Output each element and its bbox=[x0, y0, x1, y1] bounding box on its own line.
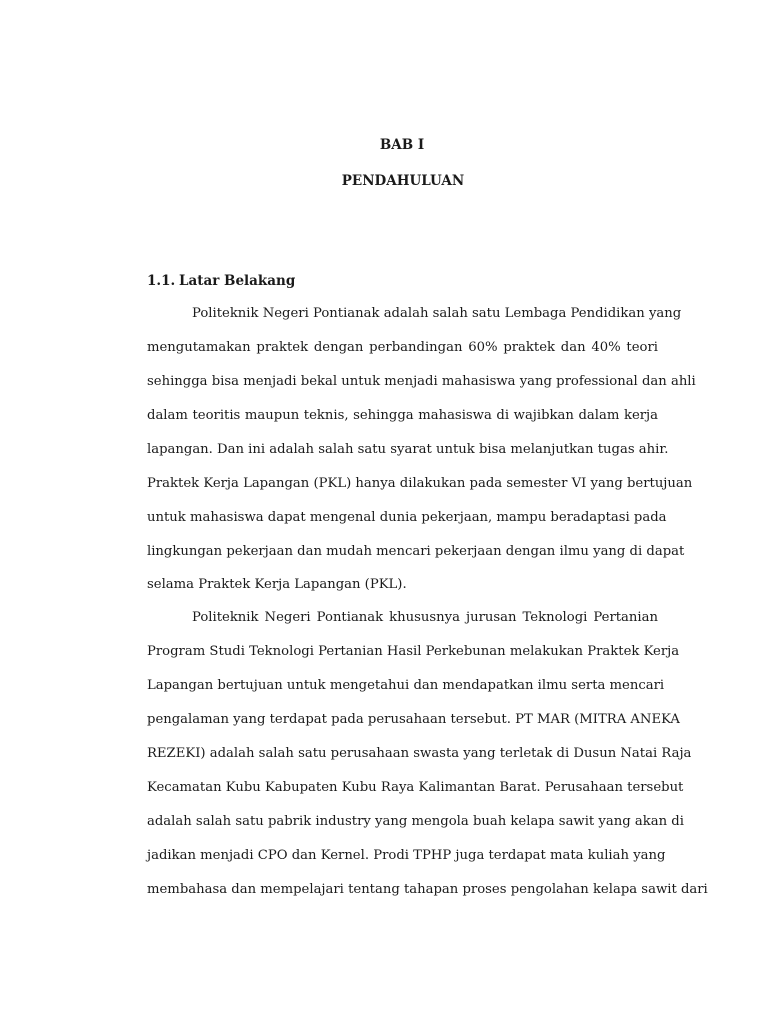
body-line: Program Studi Teknologi Pertanian Hasil Perkebunan melakukan Praktek Kerja bbox=[147, 644, 680, 659]
body-line: Politeknik Negeri Pontianak khususnya jurusan Teknologi Pertanian bbox=[192, 610, 658, 625]
body-line: selama Praktek Kerja Lapangan (PKL). bbox=[147, 577, 407, 592]
body-line: membahasa dan mempelajari tentang tahapan proses pengolahan kelapa sawit dari bbox=[147, 882, 708, 897]
section-heading bbox=[147, 273, 295, 289]
body-line: jadikan menjadi CPO dan Kernel. Prodi TPHP juga terdapat mata kuliah yang bbox=[147, 848, 666, 863]
body-line: dalam teoritis maupun teknis, sehingga mahasiswa di wajibkan dalam kerja bbox=[147, 408, 658, 423]
body-line: lapangan. Dan ini adalah salah satu syarat untuk bisa melanjutkan tugas ahir. bbox=[147, 442, 669, 457]
chapter-title: PENDAHULUAN bbox=[341, 173, 465, 189]
section-title: Latar Belakang bbox=[179, 273, 296, 289]
body-line: Kecamatan Kubu Kabupaten Kubu Raya Kalimantan Barat. Perusahaan tersebut bbox=[147, 780, 684, 795]
body-line: Praktek Kerja Lapangan (PKL) hanya dilakukan pada semester VI yang bertujuan bbox=[147, 476, 693, 491]
chapter-number: BAB I bbox=[379, 137, 425, 153]
body-line: pengalaman yang terdapat pada perusahaan tersebut. PT MAR (MITRA ANEKA bbox=[147, 712, 680, 727]
body-line: sehingga bisa menjadi bekal untuk menjadi mahasiswa yang professional dan ahli bbox=[147, 374, 696, 389]
body-line: Lapangan bertujuan untuk mengetahui dan mendapatkan ilmu serta mencari bbox=[147, 678, 665, 693]
body-line: lingkungan pekerjaan dan mudah mencari pekerjaan dengan ilmu yang di dapat bbox=[147, 544, 685, 559]
body-line: REZEKI) adalah salah satu perusahaan swasta yang terletak di Dusun Natai Raja bbox=[147, 746, 692, 761]
body-line: adalah salah satu pabrik industry yang mengola buah kelapa sawit yang akan di bbox=[147, 814, 684, 829]
body-line: Politeknik Negeri Pontianak adalah salah satu Lembaga Pendidikan yang bbox=[192, 306, 682, 321]
section-number: 1.1. bbox=[147, 273, 176, 289]
body-line: mengutamakan praktek dengan perbandingan 60% praktek dan 40% teori bbox=[147, 340, 658, 355]
body-line: untuk mahasiswa dapat mengenal dunia pekerjaan, mampu beradaptasi pada bbox=[147, 510, 667, 525]
